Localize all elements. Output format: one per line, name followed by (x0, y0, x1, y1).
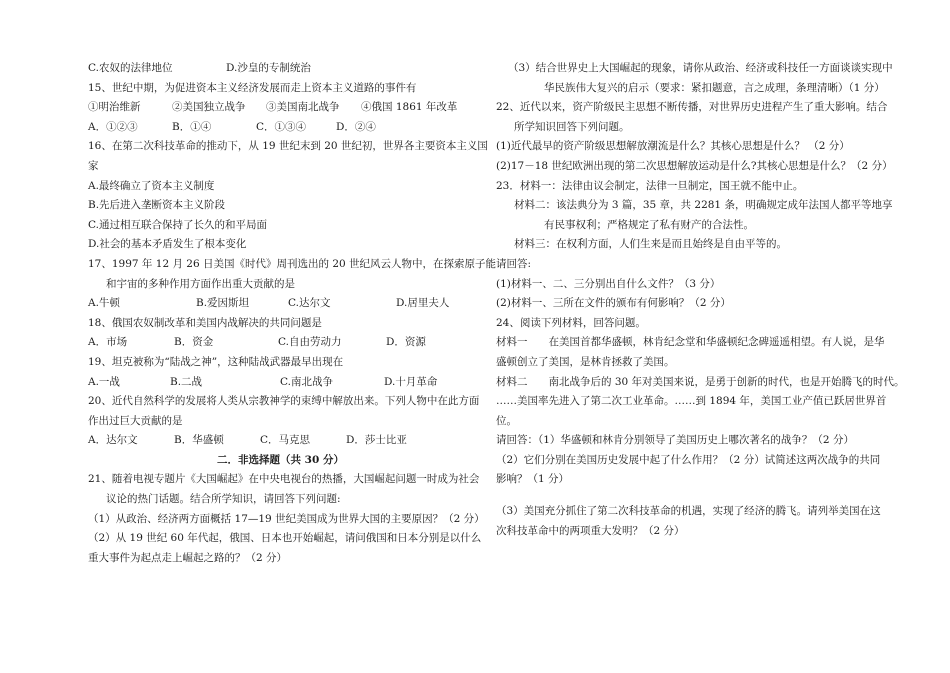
q16-option-b: B.先后进入垄断资本主义阶段 (88, 199, 226, 212)
q15-item-4: ④俄国 1861 年改革 (361, 101, 458, 114)
q17-stem-line2: 和宇宙的多种作用方面作出重大贡献的是 (106, 277, 295, 290)
right-column (496, 62, 905, 544)
q17-stem-line1: 17、1997 年 12 月 26 日美国《时代》周刊选出的 20 世纪风云人物中，在探索原子能 (88, 257, 497, 270)
q23-material2-line2: 有民事权利；严格规定了私有财产的合法性。 (544, 218, 754, 231)
q17-option-d: D.居里夫人 (396, 297, 450, 310)
q16-stem-line1: 16、在第二次科技革命的推动下，从 19 世纪末到 20 世纪初，世界各主要资本主义国 (88, 140, 488, 153)
q24-sub1: 请回答：（1）华盛顿和林肯分别领导了美国历史上哪次著名的战争？（2 分） (496, 434, 854, 447)
q24-material1-line2: 盛顿创立了美国，是林肯拯救了美国。 (496, 355, 675, 368)
q20-option-b: B．华盛顿 (174, 434, 224, 447)
q21-stem-line1: 21、随着电视专题片《大国崛起》在中央电视台的热播，大国崛起问题一时成为社会 (88, 473, 480, 486)
q14-options (88, 62, 473, 82)
q22-stem-line1: 22、近代以来，资产阶级民主思想不断传播，对世界历史进程产生了重大影响。结合 (496, 101, 888, 114)
q15-options (88, 121, 473, 141)
q24-sub3-line1: （3）美国充分抓住了第二次科技革命的机遇，实现了经济的腾飞。请列举美国在这 (496, 505, 881, 518)
q24-sub3-line2: 次科技革命中的两项重大发明？（2 分） (496, 524, 685, 537)
q19-option-a: A.一战 (88, 375, 120, 388)
q24-sub2-line2: 影响？（1 分） (496, 473, 570, 486)
q23-material2-line1: 材料二：该法典分为 3 篇，35 章，共 2281 条，明确规定成年法国人都平等地享 (514, 199, 893, 212)
q21-sub2-line2: 重大事件为起点走上崛起之路的？（2 分） (88, 551, 288, 564)
q22-stem-line2: 所学知识回答下列问题。 (514, 120, 630, 133)
q15-item-3: ③美国南北战争 (266, 101, 340, 114)
q20-stem-line1: 20、近代自然科学的发展将人类从宗教神学的束缚中解放出来。下列人物中在此方面 (88, 395, 480, 408)
q16-option-d: D.社会的基本矛盾发生了根本变化 (88, 238, 247, 251)
q18-options (88, 336, 473, 356)
q19-option-c: C.南北战争 (280, 375, 333, 388)
q16-option-c: C.通过相互联合保持了长久的和平局面 (88, 218, 267, 231)
q14-option-d: D.沙皇的专制统治 (226, 62, 311, 74)
q21-sub1: （1）从政治、经济两方面概括 17—19 世纪美国成为世界大国的主要原因？（2 分） (88, 512, 485, 525)
q20-option-a: A．达尔文 (88, 434, 138, 447)
q15-option-b: B．①④ (172, 120, 212, 133)
q23-ask: 请回答: (496, 257, 532, 270)
q22-sub2: (2)17－18 世纪欧洲出现的第二次思想解放运动是什么?其核心思想是什么？（2 分） (496, 159, 893, 172)
spacer (496, 493, 871, 505)
q18-stem: 18、俄国农奴制改革和美国内战解决的共同问题是 (88, 316, 322, 329)
q23-material3: 材料三：在权利方面，人们生来是而且始终是自由平等的。 (514, 238, 787, 251)
q15-item-2: ②美国独立战争 (172, 101, 246, 114)
q16-option-a: A.最终确立了资本主义制度 (88, 179, 215, 192)
q21-sub2-line1: （2）从 19 世纪 60 年代起，俄国、日本也开始崛起，请问俄国和日本分别是以什么 (88, 532, 482, 545)
q21-sub3-line1: （3）结合世界史上大国崛起的现象，请你从政治、经济或科技任一方面谈谈实现中 (508, 62, 893, 74)
q23-sub2: (2)材料一、三所在文件的颁布有何影响？（2 分） (496, 297, 731, 310)
q15-option-a: A．①②③ (88, 120, 138, 133)
q24-sub2-line1: （2）它们分别在美国历史发展中起了什么作用？（2 分）试简述这两次战争的共同 (496, 453, 881, 466)
q15-option-d: D．②④ (336, 120, 376, 133)
q20-stem-line2: 作出过巨大贡献的是 (88, 414, 183, 427)
q19-options (88, 376, 473, 396)
q21-stem-line2: 议论的热门话题。结合所学知识，请回答下列问题: (106, 493, 341, 506)
q19-stem: 19、坦克被称为“陆战之神”，这种陆战武器最早出现在 (88, 355, 344, 368)
q24-material2-line1: 材料二 南北战争后的 30 年对美国来说，是勇于创新的时代，也是开始腾飞的时代。 (496, 375, 905, 388)
q21-sub3-line2: 华民族伟大复兴的启示（要求：紧扣题意，言之成理，条理清晰）（1 分） (544, 81, 885, 94)
q16-stem-line2: 家 (88, 159, 99, 172)
q15-items (88, 101, 473, 121)
q24-material1-line1: 材料一 在美国首都华盛顿，林肯纪念堂和华盛顿纪念碑遥遥相望。有人说，是华 (496, 336, 885, 349)
q17-option-c: C.达尔文 (288, 297, 331, 310)
section-heading-non-choice: 二．非选择题（共 30 分） (217, 453, 344, 466)
q24-stem: 24、阅读下列材料，回答问题。 (496, 316, 646, 329)
q18-option-c: C.自由劳动力 (278, 336, 342, 349)
q15-item-1: ①明治维新 (88, 101, 141, 114)
q18-option-d: D．资源 (386, 336, 426, 349)
q18-option-b: B．资金 (174, 336, 214, 349)
q14-option-c: C.农奴的法律地位 (88, 62, 173, 74)
q20-options (88, 434, 473, 454)
q23-sub1: (1)材料一、二、三分别出自什么文件？（3 分） (496, 277, 721, 290)
q19-option-b: B.二战 (170, 375, 203, 388)
left-column (88, 62, 497, 571)
q20-option-d: D．莎士比亚 (346, 434, 407, 447)
q24-material2-line3: 位。 (496, 414, 517, 427)
q17-option-a: A.牛顿 (88, 297, 120, 310)
q15-stem: 15、世纪中期，为促进资本主义经济发展而走上资本主义道路的事件有 (88, 81, 417, 94)
q19-option-d: D.十月革命 (384, 375, 438, 388)
q23-material1: 23．材料一：法律由议会制定，法律一旦制定，国王就不能中止。 (496, 179, 804, 192)
q24-material2-line2: ……美国率先进入了第二次工业革命。……到 1894 年，美国工业产值已跃居世界首 (496, 395, 887, 408)
q20-option-c: C．马克思 (260, 434, 311, 447)
q22-sub1: (1)近代最早的资产阶级思想解放潮流是什么？其核心思想是什么？ （2 分） (496, 140, 850, 153)
q18-option-a: A．市场 (88, 336, 128, 349)
q17-options (88, 297, 473, 317)
q15-option-c: C．①③④ (256, 120, 307, 133)
q17-option-b: B.爱因斯坦 (196, 297, 250, 310)
